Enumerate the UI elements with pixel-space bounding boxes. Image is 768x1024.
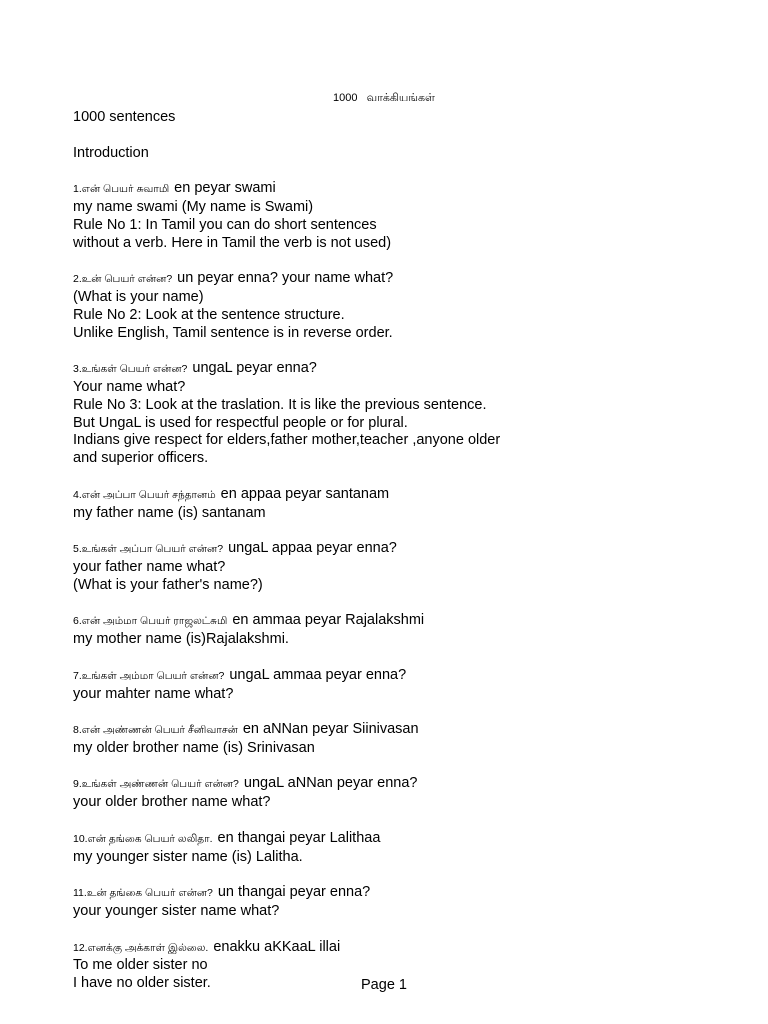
tamil-sentence: 10.என் தங்கை பெயர் லலிதா. bbox=[73, 832, 213, 845]
sentence-heading bbox=[73, 486, 733, 505]
sentence-entry bbox=[73, 667, 733, 721]
sentence-heading bbox=[73, 667, 733, 686]
transliteration: en aNNan peyar Siinivasan bbox=[242, 721, 419, 738]
sentence-list bbox=[73, 180, 733, 993]
transliteration: en appaa peyar santanam bbox=[220, 485, 390, 502]
transliteration: un peyar enna? your name what? bbox=[177, 270, 394, 287]
sentence-line: my older brother name (is) Srinivasan bbox=[73, 739, 315, 756]
sentence-entry bbox=[73, 830, 733, 884]
page-header bbox=[0, 92, 768, 106]
sentence-line: Rule No 2: Look at the sentence structure. bbox=[73, 306, 345, 323]
tamil-sentence: 4.என் அப்பா பெயர் சந்தானம் bbox=[73, 488, 216, 501]
sentence-entry bbox=[73, 612, 733, 666]
transliteration: ungaL ammaa peyar enna? bbox=[229, 666, 407, 683]
sentence-heading bbox=[73, 884, 733, 903]
tamil-sentence: 6.என் அம்மா பெயர் ராஜலட்சுமி bbox=[73, 615, 228, 628]
header-number: 1000 bbox=[333, 92, 358, 104]
sentence-line: your mahter name what? bbox=[73, 685, 234, 702]
transliteration: en ammaa peyar Rajalakshmi bbox=[232, 612, 425, 629]
sentence-line: I have no older sister. bbox=[73, 975, 211, 992]
sentence-line: my father name (is) santanam bbox=[73, 504, 266, 521]
sentence-heading bbox=[73, 270, 733, 289]
sentence-entry bbox=[73, 270, 733, 360]
sentence-line: my younger sister name (is) Lalitha. bbox=[73, 848, 303, 865]
tamil-sentence: 11.உன் தங்கை பெயர் என்ன? bbox=[73, 887, 213, 900]
sentence-line: (What is your name) bbox=[73, 288, 204, 305]
sentence-line: your younger sister name what? bbox=[73, 903, 280, 920]
transliteration: ungaL peyar enna? bbox=[192, 360, 317, 377]
sentence-line: Your name what? bbox=[73, 378, 186, 395]
tamil-sentence: 9.உங்கள் அண்ணன் பெயர் என்ன? bbox=[73, 778, 239, 791]
sentence-line: But UngaL is used for respectful people or for plural. bbox=[73, 414, 408, 431]
sentence-line: my name swami (My name is Swami) bbox=[73, 198, 314, 215]
header-tamil: வாக்கியங்கள் bbox=[366, 92, 435, 104]
tamil-sentence: 2.உன் பெயர் என்ன? bbox=[73, 273, 173, 286]
section-heading: Introduction bbox=[73, 144, 149, 161]
sentence-line: Rule No 3: Look at the traslation. It is like the previous sentence. bbox=[73, 396, 487, 413]
document-body bbox=[73, 109, 733, 993]
sentence-entry bbox=[73, 360, 733, 486]
tamil-sentence: 5.உங்கள் அப்பா பெயர் என்ன? bbox=[73, 543, 224, 556]
tamil-sentence: 3.உங்கள் பெயர் என்ன? bbox=[73, 363, 188, 376]
sentence-heading bbox=[73, 360, 733, 379]
page-number: Page 1 bbox=[361, 977, 407, 993]
tamil-sentence: 8.என் அண்ணன் பெயர் சீனிவாசன் bbox=[73, 724, 238, 737]
sentence-line: (What is your father's name?) bbox=[73, 576, 263, 593]
tamil-sentence: 7.உங்கள் அம்மா பெயர் என்ன? bbox=[73, 669, 225, 682]
transliteration: ungaL aNNan peyar enna? bbox=[243, 775, 418, 792]
sentence-heading bbox=[73, 180, 733, 199]
sentence-heading bbox=[73, 612, 733, 631]
sentence-line: To me older sister no bbox=[73, 957, 208, 974]
sentence-entry bbox=[73, 775, 733, 829]
sentence-heading bbox=[73, 830, 733, 849]
transliteration: ungaL appaa peyar enna? bbox=[228, 540, 397, 557]
transliteration: en thangai peyar Lalithaa bbox=[217, 829, 381, 846]
sentence-heading bbox=[73, 540, 733, 559]
sentence-line: your father name what? bbox=[73, 558, 226, 575]
transliteration: enakku aKKaaL illai bbox=[213, 938, 341, 955]
sentence-line: Indians give respect for elders,father mother,teacher ,anyone older bbox=[73, 432, 501, 449]
sentence-heading bbox=[73, 721, 733, 740]
sentence-entry bbox=[73, 180, 733, 270]
sentence-line: Unlike English, Tamil sentence is in reverse order. bbox=[73, 324, 393, 341]
sentence-line: without a verb. Here in Tamil the verb is not used) bbox=[73, 234, 392, 251]
sentence-entry bbox=[73, 486, 733, 540]
sentence-line: Rule No 1: In Tamil you can do short sentences bbox=[73, 216, 377, 233]
tamil-sentence: 12.எனக்கு அக்காள் இல்லை. bbox=[73, 941, 209, 954]
sentence-entry bbox=[73, 721, 733, 775]
tamil-sentence: 1.என் பெயர் சுவாமி bbox=[73, 183, 170, 196]
sentence-line: your older brother name what? bbox=[73, 794, 271, 811]
sentence-entry bbox=[73, 540, 733, 612]
sentence-heading bbox=[73, 939, 733, 958]
sentence-line: my mother name (is)Rajalakshmi. bbox=[73, 631, 289, 648]
sentence-entry bbox=[73, 884, 733, 938]
sentence-line: and superior officers. bbox=[73, 450, 209, 467]
sentence-heading bbox=[73, 775, 733, 794]
transliteration: un thangai peyar enna? bbox=[217, 884, 371, 901]
transliteration: en peyar swami bbox=[174, 180, 276, 197]
doc-title: 1000 sentences bbox=[73, 109, 176, 125]
